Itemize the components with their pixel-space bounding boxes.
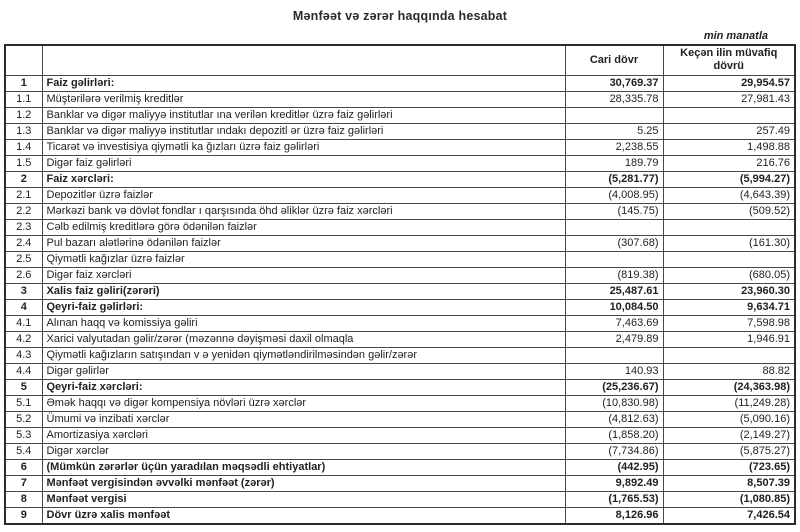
table-row [5,443,795,459]
table-row [5,203,795,219]
table-row [5,395,795,411]
row-previous-value: 1,498.88 [663,139,795,155]
row-current-value: 8,126.96 [565,507,663,524]
row-label-cell: Qiymətli kağızlar üzrə faizlər [42,251,565,267]
row-number-cell: 5.1 [5,395,42,411]
table-row [5,251,795,267]
row-current-value: (307.68) [565,235,663,251]
row-previous-value: (509.52) [663,203,795,219]
table-row [5,475,795,491]
table-row [5,491,795,507]
unit-note: min manatla [703,30,768,42]
row-current-value: 2,238.55 [565,139,663,155]
row-label-cell: Müştərilərə verilmiş kreditlər [42,91,565,107]
row-number-cell: 5.2 [5,411,42,427]
row-number-cell: 4.4 [5,363,42,379]
header-current-period: Cari dövr [565,45,663,75]
row-label-cell: Faiz gəlirləri: [42,75,565,91]
table-row [5,155,795,171]
table-row [5,267,795,283]
table-row [5,411,795,427]
table-row [5,171,795,187]
row-current-value: (4,008.95) [565,187,663,203]
row-previous-value [663,347,795,363]
table-row [5,91,795,107]
row-label-cell: Digər xərclər [42,443,565,459]
row-current-value: (1,858.20) [565,427,663,443]
table-row [5,507,795,524]
row-number-cell: 1.1 [5,91,42,107]
table-body [5,75,795,524]
row-current-value [565,251,663,267]
row-label-cell: Əmək haqqı və digər kompensiya növləri üzrə xərclər [42,395,565,411]
row-label-cell: Depozitlər üzrə faizlər [42,187,565,203]
row-number-cell: 2.2 [5,203,42,219]
row-number-cell: 5.3 [5,427,42,443]
row-current-value: (7,734.86) [565,443,663,459]
row-previous-value: (2,149.27) [663,427,795,443]
row-number-cell: 1 [5,75,42,91]
row-current-value: (442.95) [565,459,663,475]
row-previous-value: (5,994.27) [663,171,795,187]
row-current-value: (10,830.98) [565,395,663,411]
row-number-cell: 1.5 [5,155,42,171]
row-current-value: 10,084.50 [565,299,663,315]
row-label-cell: Digər faiz xərcləri [42,267,565,283]
row-current-value: 189.79 [565,155,663,171]
row-label-cell: Mənfəət vergisi [42,491,565,507]
row-number-cell: 1.4 [5,139,42,155]
row-label-cell: Xalis faiz gəliri(zərəri) [42,283,565,299]
table-header [5,45,795,75]
row-previous-value [663,251,795,267]
table-row [5,315,795,331]
row-label-cell: Ümumi və inzibati xərclər [42,411,565,427]
row-current-value: (819.38) [565,267,663,283]
report-title: Mənfəət və zərər haqqında hesabat [292,9,508,23]
row-current-value: (145.75) [565,203,663,219]
header-row [5,45,795,75]
row-previous-value: (4,643.39) [663,187,795,203]
row-previous-value: (11,249.28) [663,395,795,411]
table-row [5,459,795,475]
row-number-cell: 1.2 [5,107,42,123]
row-number-cell: 9 [5,507,42,524]
row-current-value: (1,765.53) [565,491,663,507]
row-number-cell: 4.2 [5,331,42,347]
income-statement-table [4,44,796,525]
row-previous-value [663,219,795,235]
row-current-value: 2,479.89 [565,331,663,347]
table-row [5,75,795,91]
table-row [5,347,795,363]
row-previous-value: (24,363.98) [663,379,795,395]
row-previous-value: 216.76 [663,155,795,171]
row-previous-value: (723.65) [663,459,795,475]
table-row [5,123,795,139]
row-number-cell: 3 [5,283,42,299]
row-current-value [565,347,663,363]
row-current-value: 30,769.37 [565,75,663,91]
row-current-value: (25,236.67) [565,379,663,395]
row-label-cell: Digər gəlirlər [42,363,565,379]
row-previous-value: 7,426.54 [663,507,795,524]
row-previous-value: (1,080.85) [663,491,795,507]
row-number-cell: 2.5 [5,251,42,267]
table-row [5,187,795,203]
table-row [5,299,795,315]
row-current-value: 5.25 [565,123,663,139]
row-current-value: (5,281.77) [565,171,663,187]
table-row [5,139,795,155]
row-previous-value: (5,090.16) [663,411,795,427]
row-previous-value: 29,954.57 [663,75,795,91]
row-previous-value: 9,634.71 [663,299,795,315]
row-previous-value: 257.49 [663,123,795,139]
row-number-cell: 7 [5,475,42,491]
table-row [5,219,795,235]
row-previous-value: 88.82 [663,363,795,379]
row-number-cell: 1.3 [5,123,42,139]
row-number-cell: 2.6 [5,267,42,283]
row-label-cell: Pul bazarı alətlərinə ödənilən faizlər [42,235,565,251]
row-number-cell: 4.3 [5,347,42,363]
row-previous-value: (5,875.27) [663,443,795,459]
row-label-cell: Qeyri-faiz xərcləri: [42,379,565,395]
row-previous-value: 1,946.91 [663,331,795,347]
row-label-cell: Mərkəzi bank və dövlət fondlar ı qarşısında öhd əliklər üzrə faiz xərcləri [42,203,565,219]
row-label-cell: Banklar və digər maliyyə institutlar ına verilən kreditlər üzrə faiz gəlirləri [42,107,565,123]
row-current-value [565,107,663,123]
header-description-cell [42,45,565,75]
row-number-cell: 8 [5,491,42,507]
row-current-value: 9,892.49 [565,475,663,491]
row-previous-value: 23,960.30 [663,283,795,299]
row-label-cell: Qeyri-faiz gəlirləri: [42,299,565,315]
row-current-value: 25,487.61 [565,283,663,299]
table-row [5,107,795,123]
row-number-cell: 6 [5,459,42,475]
row-label-cell: Ticarət və investisiya qiymətli ka ğızları üzrə faiz gəlirləri [42,139,565,155]
row-current-value: (4,812.63) [565,411,663,427]
row-label-cell: Amortizasiya xərcləri [42,427,565,443]
row-label-cell: Cəlb edilmiş kreditlərə görə ödənilən faizlər [42,219,565,235]
table-row [5,427,795,443]
row-label-cell: Faiz xərcləri: [42,171,565,187]
row-number-cell: 2.3 [5,219,42,235]
row-label-cell: Dövr üzrə xalis mənfəət [42,507,565,524]
row-current-value: 140.93 [565,363,663,379]
header-previous-period: Keçən ilin müvafiq dövrü [663,45,795,75]
row-label-cell: (Mümkün zərərlər üçün yaradılan məqsədli ehtiyatlar) [42,459,565,475]
header-number-cell [5,45,42,75]
row-number-cell: 2 [5,171,42,187]
row-previous-value: 7,598.98 [663,315,795,331]
row-current-value [565,219,663,235]
row-previous-value: (680.05) [663,267,795,283]
row-number-cell: 2.1 [5,187,42,203]
row-number-cell: 5.4 [5,443,42,459]
row-label-cell: Digər faiz gəlirləri [42,155,565,171]
row-number-cell: 4 [5,299,42,315]
row-label-cell: Mənfəət vergisindən əvvəlki mənfəət (zərər) [42,475,565,491]
row-previous-value: 27,981.43 [663,91,795,107]
row-current-value: 7,463.69 [565,315,663,331]
row-number-cell: 4.1 [5,315,42,331]
table-row [5,283,795,299]
row-number-cell: 2.4 [5,235,42,251]
table-row [5,235,795,251]
row-previous-value [663,107,795,123]
row-label-cell: Alınan haqq və komissiya gəliri [42,315,565,331]
row-label-cell: Banklar və digər maliyyə institutlar ındakı depozitl ər üzrə faiz gəlirləri [42,123,565,139]
row-previous-value: 8,507.39 [663,475,795,491]
row-label-cell: Xarici valyutadan gəlir/zərər (məzənnə dəyişməsi daxil olmaqla [42,331,565,347]
row-current-value: 28,335.78 [565,91,663,107]
table-row [5,363,795,379]
row-number-cell: 5 [5,379,42,395]
table-row [5,331,795,347]
row-previous-value: (161.30) [663,235,795,251]
row-label-cell: Qiymətli kağızların satışından v ə yenidən qiymətləndirilməsindən gəlir/zərər [42,347,565,363]
table-row [5,379,795,395]
